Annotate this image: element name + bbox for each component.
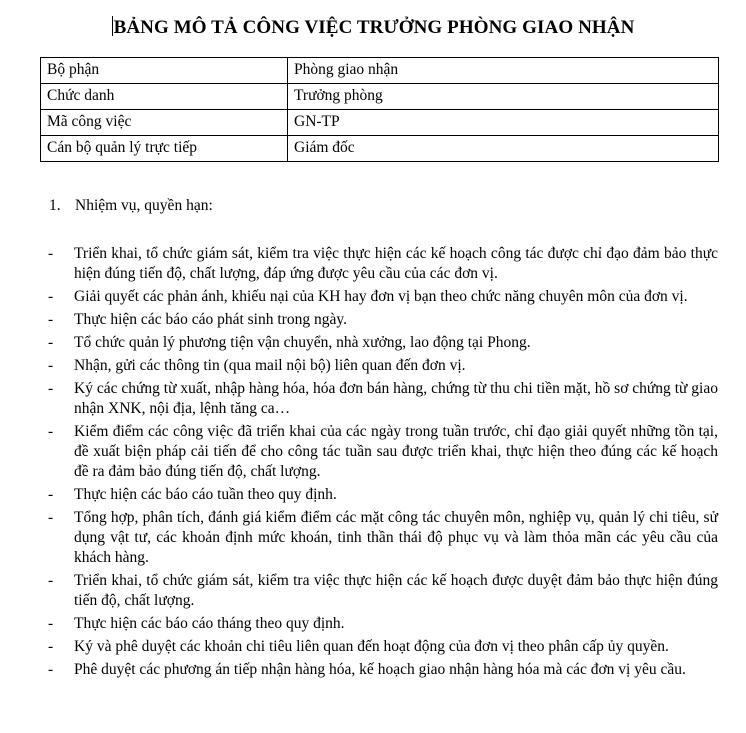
info-label-cell: Bộ phận <box>41 58 288 84</box>
bullet-dash: - <box>48 572 54 589</box>
task-text: Ký và phê duyệt các khoản chi tiêu liên quan đến hoạt động của đơn vị theo phân cấp ủy quyền. <box>74 638 669 655</box>
task-item <box>48 310 718 330</box>
task-item <box>48 571 718 611</box>
task-item <box>48 333 718 353</box>
section-number: 1. <box>49 197 61 214</box>
task-text: Tổng hợp, phân tích, đánh giá kiểm điểm các mặt công tác chuyên môn, nghiệp vụ, quản lý chi tiêu, sử dụng vật tư, các khoản định mức khoán, tinh thần thái độ phục vụ và làm thỏa mãn các yêu cầu của khách hàng. <box>74 509 718 566</box>
bullet-dash: - <box>48 423 54 440</box>
text-cursor <box>112 16 113 36</box>
task-item <box>48 356 718 376</box>
info-label-cell: Mã công việc <box>41 110 288 136</box>
info-value-cell: Phòng giao nhận <box>288 58 719 84</box>
task-text: Giải quyết các phản ánh, khiếu nại của KH hay đơn vị bạn theo chức năng chuyên môn của đơn vị. <box>74 288 688 305</box>
section-heading-text: Nhiệm vụ, quyền hạn: <box>75 197 213 214</box>
task-text: Phê duyệt các phương án tiếp nhận hàng hóa, kế hoạch giao nhận hàng hóa mà các đơn vị yêu cầu. <box>74 661 686 678</box>
task-item <box>48 660 718 680</box>
task-item <box>48 422 718 482</box>
section-heading <box>49 197 213 215</box>
task-item <box>48 508 718 568</box>
job-info-table <box>40 57 719 162</box>
task-text: Triển khai, tổ chức giám sát, kiểm tra việc thực hiện các kế hoạch công tác được chỉ đạo đảm bảo thực hiện đúng tiến độ, chất lượng, đáp ứng được yêu cầu của các đơn vị. <box>74 245 718 282</box>
info-value-cell: GN-TP <box>288 110 719 136</box>
task-text: Kiểm điểm các công việc đã triển khai của các ngày trong tuần trước, chỉ đạo giải quyết những tồn tại, đề xuất biện pháp cải tiến để cho công tác tuần sau được triển khai, thực hiện theo đúng các kế hoạch đề ra đảm bảo đúng tiến độ, chất lượng. <box>74 423 718 480</box>
task-list <box>48 244 718 683</box>
task-text: Thực hiện các báo cáo tuần theo quy định. <box>74 486 337 503</box>
bullet-dash: - <box>48 380 54 397</box>
bullet-dash: - <box>48 311 54 328</box>
bullet-dash: - <box>48 245 54 262</box>
task-item <box>48 485 718 505</box>
bullet-dash: - <box>48 638 54 655</box>
info-row <box>41 136 719 162</box>
task-item <box>48 287 718 307</box>
info-value-cell: Trưởng phòng <box>288 84 719 110</box>
info-label-cell: Chức danh <box>41 84 288 110</box>
task-text: Triển khai, tổ chức giám sát, kiểm tra việc thực hiện các kế hoạch được duyệt đảm bảo thực hiện đúng tiến độ, chất lượng. <box>74 572 718 609</box>
task-text: Ký các chứng từ xuất, nhập hàng hóa, hóa đơn bán hàng, chứng từ thu chi tiền mặt, hồ sơ chứng từ giao nhận XNK, nội địa, lệnh tăng ca… <box>74 380 718 417</box>
info-label-cell: Cán bộ quản lý trực tiếp <box>41 136 288 162</box>
task-text: Thực hiện các báo cáo tháng theo quy định. <box>74 615 345 632</box>
info-row <box>41 58 719 84</box>
task-text: Thực hiện các báo cáo phát sinh trong ngày. <box>74 311 347 328</box>
info-row <box>41 84 719 110</box>
bullet-dash: - <box>48 661 54 678</box>
bullet-dash: - <box>48 334 54 351</box>
info-value-cell: Giám đốc <box>288 136 719 162</box>
task-text: Nhận, gửi các thông tin (qua mail nội bộ) liên quan đến đơn vị. <box>74 357 466 374</box>
task-item <box>48 244 718 284</box>
task-item <box>48 379 718 419</box>
bullet-dash: - <box>48 288 54 305</box>
bullet-dash: - <box>48 486 54 503</box>
bullet-dash: - <box>48 509 54 526</box>
document-title: BẢNG MÔ TẢ CÔNG VIỆC TRƯỞNG PHÒNG GIAO NHẬN <box>113 17 635 38</box>
bullet-dash: - <box>48 357 54 374</box>
task-item <box>48 614 718 634</box>
info-row <box>41 110 719 136</box>
bullet-dash: - <box>48 615 54 632</box>
task-text: Tổ chức quản lý phương tiện vận chuyển, nhà xưởng, lao động tại Phong. <box>74 334 531 351</box>
task-item <box>48 637 718 657</box>
